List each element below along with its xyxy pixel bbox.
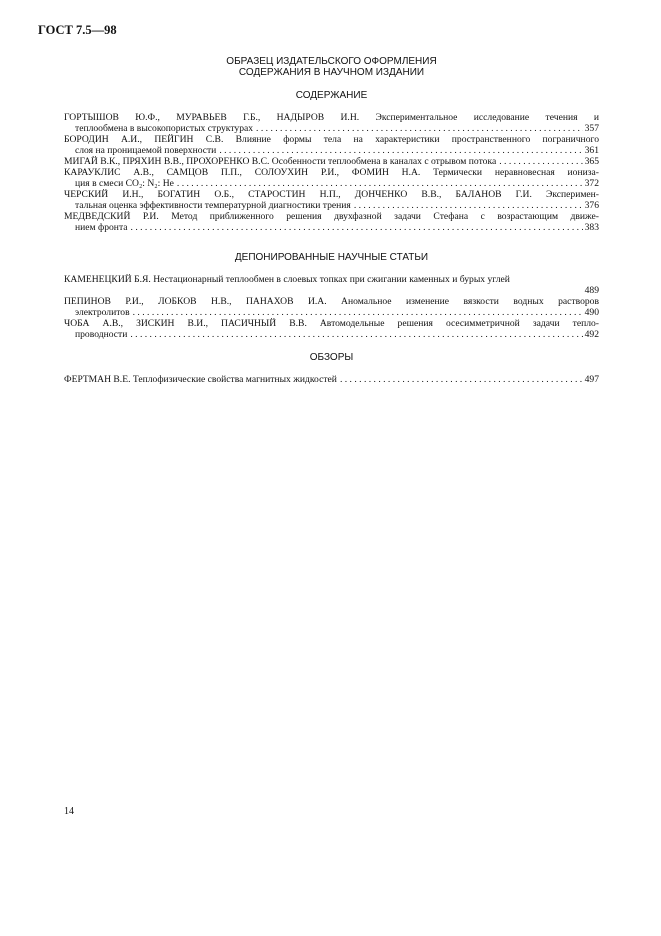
- entry-page: 365: [584, 156, 599, 167]
- dot-leader: [216, 145, 582, 156]
- dot-leader: [127, 329, 582, 340]
- toc-entry: [64, 112, 599, 134]
- dot-leader: [496, 156, 582, 167]
- standard-header: ГОСТ 7.5—98: [38, 23, 117, 37]
- section-3-heading: ОБЗОРЫ: [309, 352, 354, 363]
- entry-page: 489: [584, 285, 599, 296]
- contents-heading: СОДЕРЖАНИЕ: [295, 90, 368, 101]
- dot-leader: [351, 200, 583, 211]
- dot-leader: [253, 123, 583, 134]
- toc-entry: [64, 318, 599, 340]
- entry-title-cont: проводности: [75, 329, 128, 340]
- entry-title: БОРОДИН А.И., ПЕЙГИН С.В. Влияние формы тела на характеристики пространственного пограничного: [64, 134, 599, 145]
- page-number: 14: [64, 806, 74, 817]
- title-line-1: ОБРАЗЕЦ ИЗДАТЕЛЬСКОГО ОФОРМЛЕНИЯ: [226, 56, 437, 67]
- entry-title-cont: нием фронта: [75, 222, 128, 233]
- entry-page: 490: [584, 307, 599, 318]
- toc-entry: [64, 134, 599, 156]
- section-2-heading: ДЕПОНИРОВАННЫЕ НАУЧНЫЕ СТАТЬИ: [234, 252, 429, 263]
- entry-title: ГОРТЫШОВ Ю.Ф., МУРАВЬЕВ Г.Б., НАДЫРОВ И.Н. Экспериментальное исследование течения и: [64, 112, 599, 123]
- toc-entry: [64, 274, 599, 296]
- title-line-2: СОДЕРЖАНИЯ В НАУЧНОМ ИЗДАНИИ: [238, 67, 425, 78]
- toc-entry: [64, 156, 599, 167]
- entry-page: 383: [584, 222, 599, 233]
- entry-title: МЕДВЕДСКИЙ Р.И. Метод приближенного решения двухфазной задачи Стефана с возрастающим движе-: [64, 211, 599, 222]
- entry-page: 376: [584, 200, 599, 211]
- entry-title-cont: теплообмена в высокопористых структурах: [75, 123, 254, 134]
- entry-title: ЧЕРСКИЙ И.Н., БОГАТИН О.Б., СТАРОСТИН Н.П., ДОНЧЕНКО В.В., БАЛАНОВ Г.И. Эксперимен-: [64, 189, 599, 200]
- entry-title: КАМЕНЕЦКИЙ Б.Я. Нестационарный теплообмен в слоевых топках при сжигании каменных и бурых углей: [64, 274, 510, 285]
- toc-entry: [64, 167, 599, 189]
- entry-title-cont: электролитов: [75, 307, 130, 318]
- toc-entry: [64, 374, 599, 385]
- entry-title: ФЕРТМАН В.Е. Теплофизические свойства магнитных жидкостей: [64, 374, 337, 385]
- dot-leader: [337, 374, 583, 385]
- entry-title: ПЕПИНОВ Р.И., ЛОБКОВ Н.В., ПАНАХОВ И.А. Аномальное изменение вязкости водных растворов: [64, 296, 599, 307]
- entry-page: 361: [584, 145, 599, 156]
- dot-leader: [174, 178, 583, 189]
- entry-title: КАРАУКЛИС А.В., САМЦОВ П.П., СОЛОУХИН Р.И., ФОМИН Н.А. Термически неравновесная иониза-: [64, 167, 599, 178]
- entry-title-cont: ция в смеси CO₂: N₂: He: [75, 178, 174, 189]
- dot-leader: [128, 222, 583, 233]
- section-1-entries: [64, 112, 599, 233]
- entry-title: ЧОБА А.В., ЗИСКИН В.И., ПАСИЧНЫЙ В.В. Автомодельные решения осесимметричной задачи тепло-: [64, 318, 599, 329]
- entry-page: 497: [584, 374, 599, 385]
- section-3-entries: [64, 374, 599, 385]
- entry-page: 357: [584, 123, 599, 134]
- toc-entry: [64, 211, 599, 233]
- section-2-entries: [64, 274, 599, 340]
- toc-entry: [64, 296, 599, 318]
- entry-page: 492: [584, 329, 599, 340]
- entry-title: МИГАЙ В.К., ПРЯХИН В.В., ПРОХОРЕНКО В.С. Особенности теплообмена в каналах с отрывом потока: [64, 156, 497, 167]
- dot-leader: [130, 307, 583, 318]
- toc-entry: [64, 189, 599, 211]
- entry-title-cont: тальная оценка эффективности температурной диагностики трения: [75, 200, 351, 211]
- entry-title-cont: слоя на проницаемой поверхности: [75, 145, 217, 156]
- entry-page: 372: [584, 178, 599, 189]
